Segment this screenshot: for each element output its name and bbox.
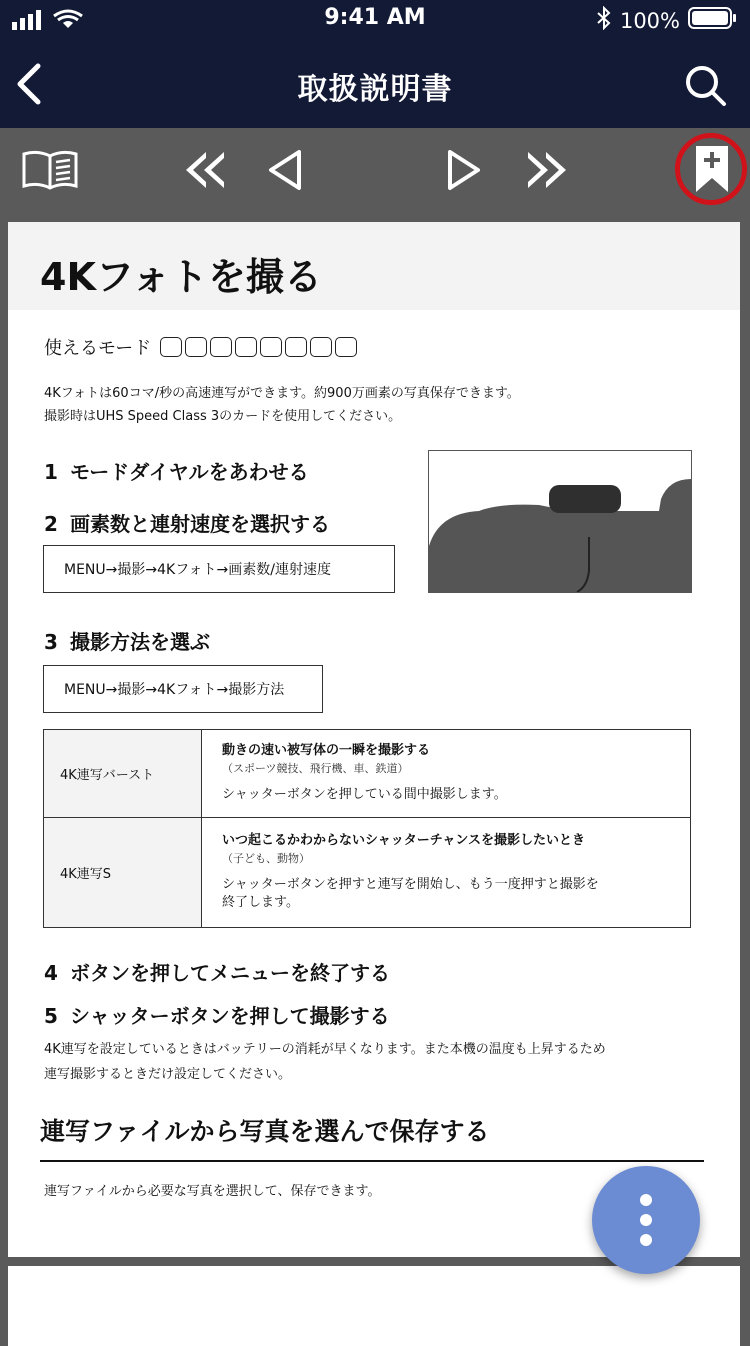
toc-button[interactable] — [20, 148, 80, 198]
modes-label: 使えるモード — [44, 338, 152, 359]
mode-icon — [335, 337, 357, 357]
step-number: 3 — [44, 630, 58, 654]
battery-icon — [688, 6, 738, 35]
book-icon — [20, 148, 80, 194]
more-options-button[interactable] — [592, 1166, 700, 1274]
step-4 — [44, 957, 390, 986]
double-chevron-right-icon — [524, 148, 572, 192]
step-text: モードダイヤルをあわせる — [70, 460, 309, 484]
step-number: 2 — [44, 512, 58, 536]
mode-icon — [185, 337, 207, 357]
mode-desc-title: いつ起こるかわからないシャッターチャンスを撮影したいとき — [222, 832, 585, 848]
section-text: 連写ファイルから必要な写真を選択して、保存できます。 — [44, 1184, 381, 1199]
mode-desc-body: シャッターボタンを押している間中撮影します。 — [222, 786, 507, 802]
mode-desc-body — [222, 876, 672, 912]
bookmark-add-icon — [694, 144, 730, 194]
manual-page — [8, 222, 740, 1257]
battery-percent: 100% — [619, 8, 680, 33]
mode-icon — [160, 337, 182, 357]
first-page-button[interactable] — [180, 148, 228, 196]
page-header — [8, 222, 740, 310]
note-text — [44, 1037, 724, 1087]
menu-path: MENU→撮影→4Kフォト→撮影方法 — [64, 682, 285, 698]
next-page-preview — [8, 1266, 740, 1346]
mode-name: 4K連写S — [44, 818, 202, 928]
table-row — [44, 818, 691, 928]
navigation-bar — [0, 40, 750, 128]
step-number: 1 — [44, 460, 58, 484]
step-text: 画素数と連射速度を選択する — [70, 512, 330, 536]
mode-icon — [260, 337, 282, 357]
mode-name: 4K連写バースト — [44, 730, 202, 818]
step-1 — [44, 456, 309, 485]
page-title: 4Kフォトを撮る — [40, 255, 322, 299]
add-bookmark-button[interactable] — [694, 144, 730, 198]
available-modes — [44, 334, 357, 360]
mode-icons — [157, 337, 357, 357]
table-row — [44, 730, 691, 818]
menu-path: MENU→撮影→4Kフォト→画素数/連射速度 — [64, 562, 331, 578]
camera-illustration — [428, 450, 692, 593]
search-icon — [682, 62, 730, 110]
menu-path-box — [43, 665, 323, 713]
double-chevron-left-icon — [180, 148, 228, 192]
status-right — [596, 6, 738, 35]
note-line: 4K連写を設定しているときはバッテリーの消耗が早くなります。また本機の温度も上昇するため — [44, 1042, 606, 1057]
mode-desc-line: シャッターボタンを押すと連写を開始し、もう一度押すと撮影を — [222, 876, 599, 892]
next-page-button[interactable] — [444, 148, 484, 196]
mode-desc-sub: （子ども、動物） — [222, 851, 310, 865]
status-bar — [0, 0, 750, 40]
mode-icon — [210, 337, 232, 357]
toolbar — [0, 128, 750, 222]
intro-line: 撮影時はUHS Speed Class 3のカードを使用してください。 — [44, 409, 402, 424]
last-page-button[interactable] — [524, 148, 572, 196]
step-text: ボタンを押してメニューを終了する — [70, 961, 390, 985]
mode-desc-title: 動きの速い被写体の一瞬を撮影する — [222, 742, 431, 758]
triangle-left-icon — [265, 148, 305, 192]
mode-description — [202, 730, 691, 818]
step-number: 5 — [44, 1004, 58, 1028]
section-divider — [40, 1160, 704, 1162]
intro-text — [44, 382, 724, 428]
mode-icon — [310, 337, 332, 357]
step-text: 撮影方法を選ぶ — [70, 630, 210, 654]
menu-path-box — [43, 545, 395, 593]
intro-line: 4Kフォトは60コマ/秒の高速連写ができます。約900万画素の写真保存できます。 — [44, 386, 520, 401]
mode-desc-sub: （スポーツ競技、飛行機、車、鉄道） — [222, 761, 409, 775]
mode-icon — [235, 337, 257, 357]
step-text: シャッターボタンを押して撮影する — [70, 1004, 390, 1028]
search-button[interactable] — [682, 62, 730, 110]
mode-description — [202, 818, 691, 928]
prev-page-button[interactable] — [265, 148, 305, 196]
section-title: 連写ファイルから写真を選んで保存する — [40, 1117, 490, 1146]
modes-table — [43, 729, 691, 928]
mode-desc-line: 終了します。 — [222, 894, 299, 910]
step-number: 4 — [44, 961, 58, 985]
mode-icon — [285, 337, 307, 357]
note-line: 連写撮影するときだけ設定してください。 — [44, 1067, 292, 1082]
bluetooth-icon — [596, 6, 612, 35]
step-5 — [44, 1000, 390, 1029]
step-2 — [44, 508, 330, 537]
triangle-right-icon — [444, 148, 484, 192]
status-time: 9:41 AM — [324, 5, 426, 30]
step-3 — [44, 626, 210, 655]
nav-title: 取扱説明書 — [297, 72, 453, 107]
